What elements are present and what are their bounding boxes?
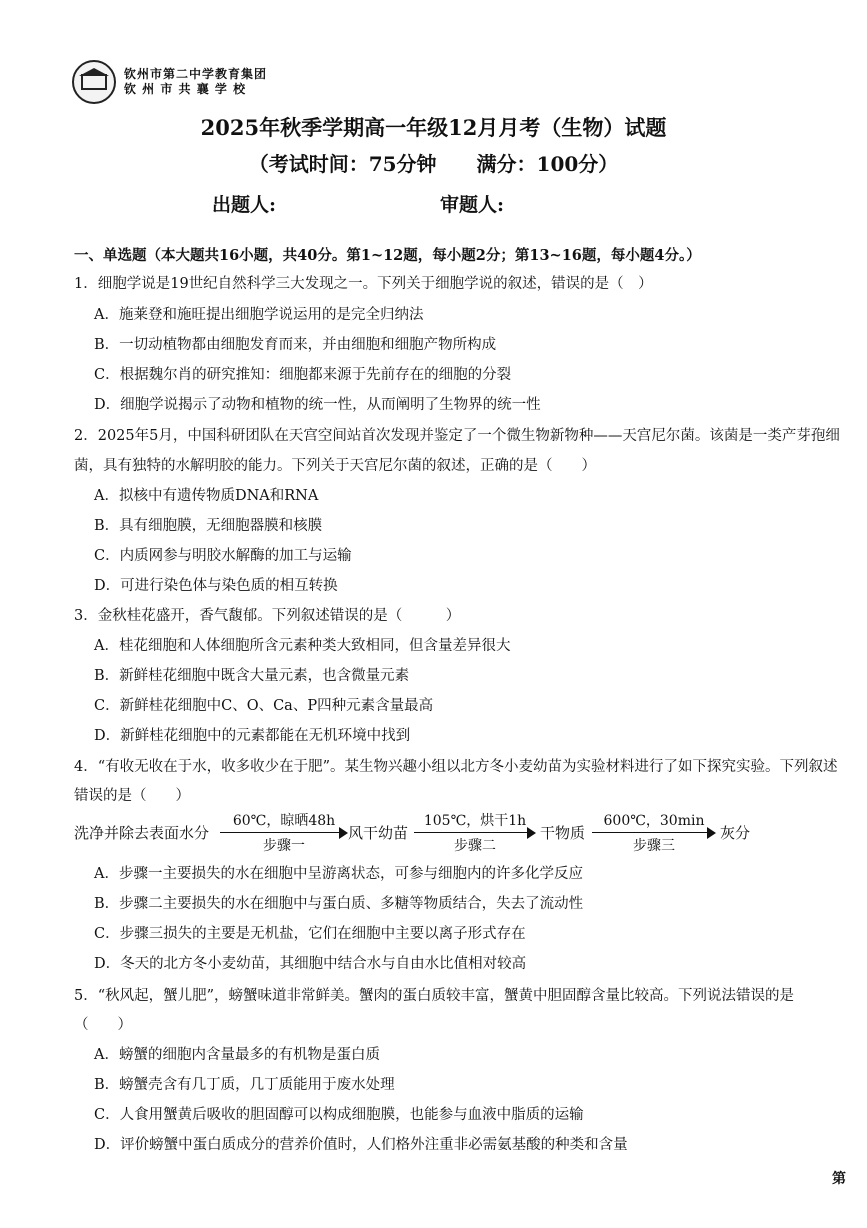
school-logo-icon [72,60,116,104]
experiment-flow-diagram [74,810,774,860]
question-3-option-c: C．新鲜桂花细胞中C、O、Ca、P四种元素含量最高 [94,698,434,714]
question-4-option-a: A．步骤一主要损失的水在细胞中呈游离状态，可参与细胞内的许多化学反应 [94,866,583,882]
question-4-option-c: C．步骤三损失的主要是无机盐，它们在细胞中主要以离子形式存在 [94,926,526,942]
question-4-option-d: D．冬天的北方冬小麦幼苗，其细胞中结合水与自由水比值相对较高 [94,956,527,972]
question-5-option-c: C．人食用蟹黄后吸收的胆固醇可以构成细胞膜，也能参与血液中脂质的运输 [94,1107,584,1123]
question-2-stem-line2: 菌，具有独特的水解明胶的能力。下列关于天宫尼尔菌的叙述，正确的是（ ） [74,458,596,474]
question-5-option-a: A．螃蟹的细胞内含量最多的有机物是蛋白质 [94,1047,380,1063]
question-1-stem: 1．细胞学说是19世纪自然科学三大发现之一。下列关于细胞学说的叙述，错误的是（ ） [74,276,653,292]
flow-step3-label: 步骤三 [633,838,675,854]
question-4-option-b: B．步骤二主要损失的水在细胞中与蛋白质、多糖等物质结合，失去了流动性 [94,896,584,912]
question-5-stem-line2: （ ） [74,1017,132,1033]
flow-step3-condition: 600℃，30min [603,813,705,829]
question-2-stem-line1: 2．2025年5月，中国科研团队在天宫空间站首次发现并鉴定了一个微生物新物种——天宫尼尔菌。该菌是一类产芽孢细 [74,428,840,444]
flow-step2-condition: 105℃，烘干1h [423,813,527,829]
question-3-option-b: B．新鲜桂花细胞中既含大量元素，也含微量元素 [94,668,410,684]
exam-subtitle: （考试时间：75分钟 满分：100分） [248,152,619,176]
flow-arrow-step1 [220,810,348,860]
flow-stage-washed: 洗净并除去表面水分 [74,824,210,842]
school-header [72,60,267,104]
question-3-option-a: A．桂花细胞和人体细胞所含元素种类大致相同，但含量差异很大 [94,638,511,654]
flow-stage-dried-seedling: 风干幼苗 [348,824,409,842]
school-name-line1: 钦州市第二中学教育集团 [124,67,268,81]
flow-stage-ash: 灰分 [720,824,751,842]
exam-title: 2025年秋季学期高一年级12月月考（生物）试题 [200,115,667,140]
question-4-stem-line2: 错误的是（ ） [74,788,190,804]
flow-arrow-step3 [592,810,716,860]
question-1-option-c: C．根据魏尔肖的研究推知：细胞都来源于先前存在的细胞的分裂 [94,367,512,383]
flow-step1-condition: 60℃，晾晒48h [232,813,336,829]
question-3-option-d: D．新鲜桂花细胞中的元素都能在无机环境中找到 [94,728,411,744]
school-name-line2: 钦 州 市 共 襄 学 校 [124,82,247,96]
section-heading: 一、单选题（本大题共16小题，共40分。第1~12题，每小题2分；第13~16题，每小题4分。） [74,247,701,264]
question-5-option-d: D．评价螃蟹中蛋白质成分的营养价值时，人们格外注重非必需氨基酸的种类和含量 [94,1137,628,1153]
school-name [124,67,267,97]
question-1-option-d: D．细胞学说揭示了动物和植物的统一性，从而阐明了生物界的统一性 [94,397,541,413]
question-2-option-c: C．内质网参与明胶水解酶的加工与运输 [94,548,352,564]
flow-stage-dry-matter: 干物质 [540,824,586,842]
question-1-option-a: A．施莱登和施旺提出细胞学说运用的是完全归纳法 [94,307,424,323]
page-number-fragment: 第 [832,1171,846,1187]
question-5-option-b: B．螃蟹壳含有几丁质，几丁质能用于废水处理 [94,1077,395,1093]
reviewer-label: 审题人: [440,194,505,216]
question-5-stem-line1: 5．“秋风起，蟹儿肥”，螃蟹味道非常鲜美。蟹肉的蛋白质较丰富，蟹黄中胆固醇含量比较高。下列说法错误的是 [74,988,795,1004]
question-4-stem-line1: 4．“有收无收在于水，收多收少在于肥”。某生物兴趣小组以北方冬小麦幼苗为实验材料进行了如下探究实验。下列叙述 [74,759,838,775]
question-2-option-a: A．拟核中有遗传物质DNA和RNA [94,488,319,504]
question-3-stem: 3．金秋桂花盛开，香气馥郁。下列叙述错误的是（ ） [74,608,461,624]
flow-step2-label: 步骤二 [454,838,496,854]
question-2-option-b: B．具有细胞膜，无细胞器膜和核膜 [94,518,323,534]
flow-arrow-step2 [414,810,536,860]
question-2-option-d: D．可进行染色体与染色质的相互转换 [94,578,338,594]
setter-label: 出题人: [212,194,277,216]
flow-step1-label: 步骤一 [263,838,305,854]
question-1-option-b: B．一切动植物都由细胞发育而来，并由细胞和细胞产物所构成 [94,337,497,353]
